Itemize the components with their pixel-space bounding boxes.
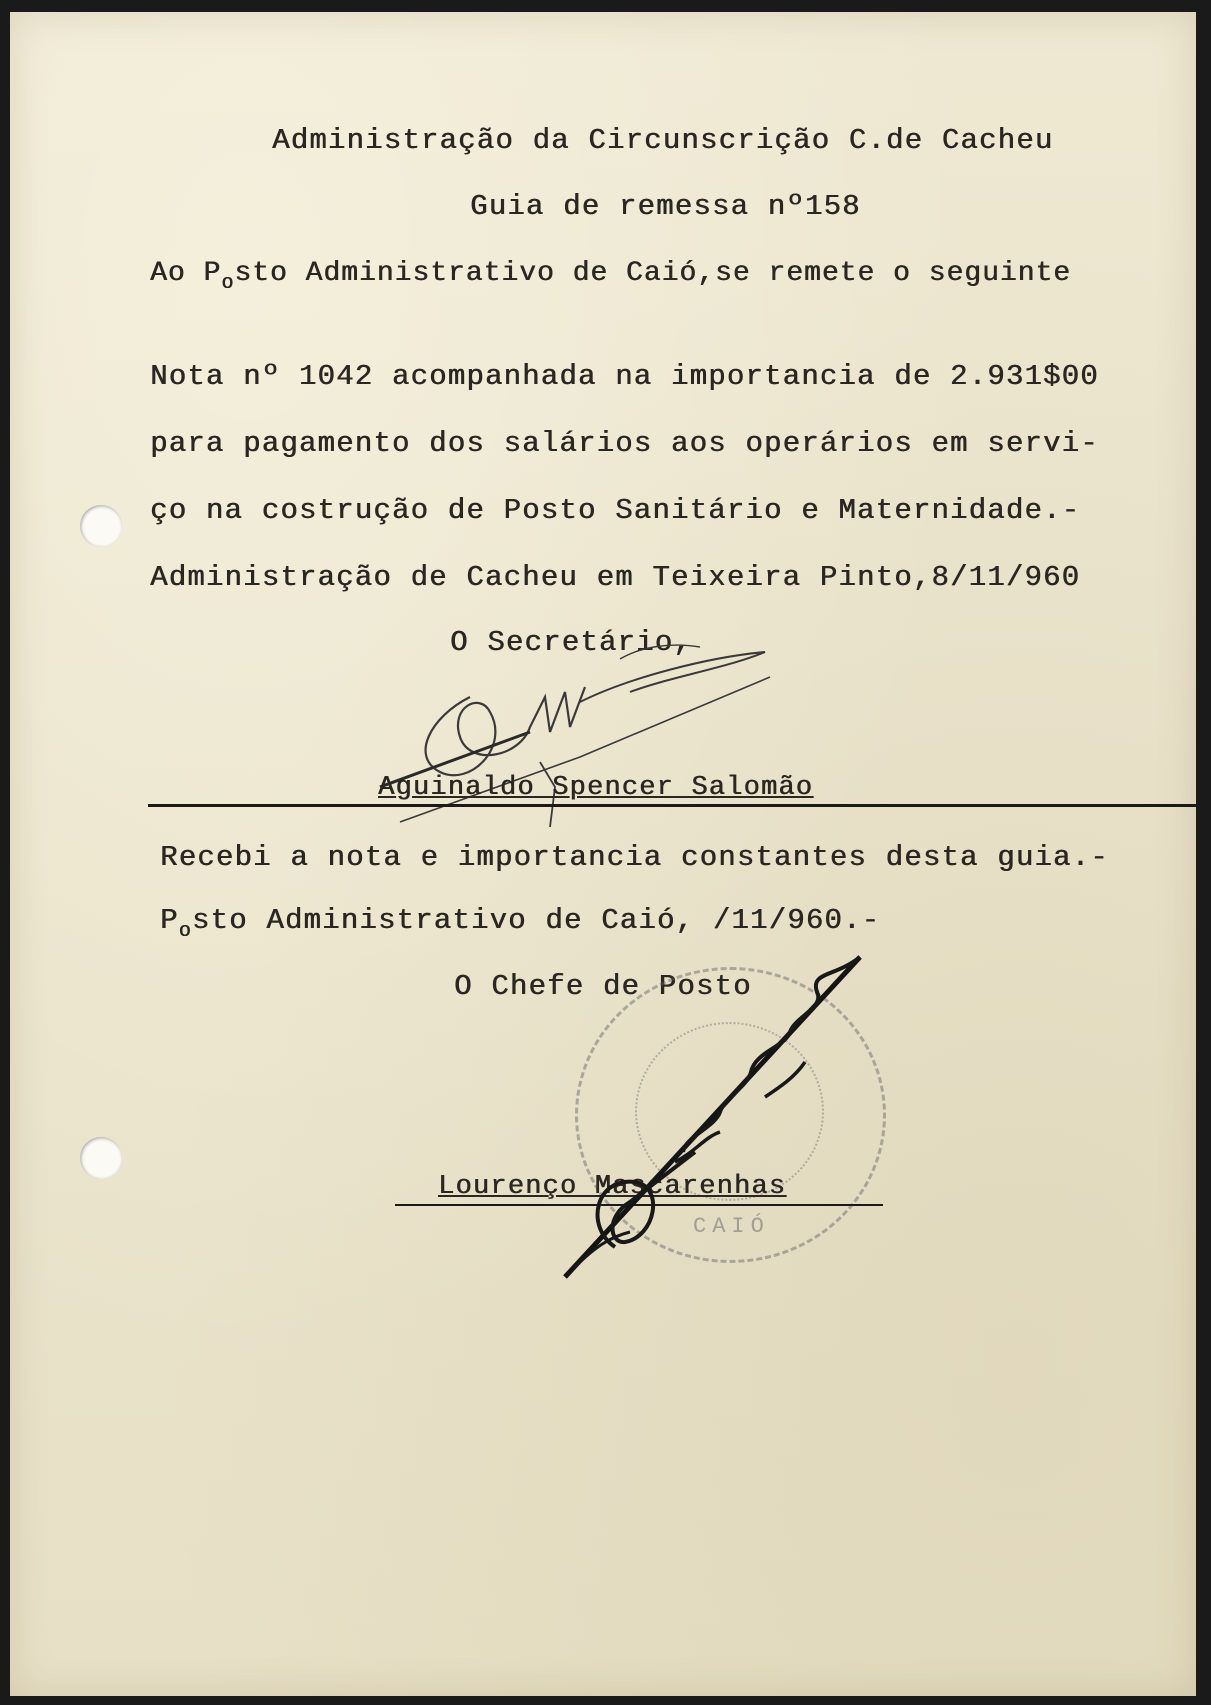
punch-hole-bottom [80,1137,122,1179]
body-line-3: ço na costrução de Posto Sanitário e Maternidade.- [150,494,1081,527]
addressee-post: sto Administrativo de Caió,se remete o seguinte [234,258,1071,289]
secretary-name: Aguinaldo Spencer Salomão [378,773,814,803]
addressee-pre: Ao P [150,258,222,289]
chief-signature [555,947,875,1287]
receipt-pre: P [160,904,179,937]
secretary-signature [370,637,790,837]
receipt-post: sto Administrativo de Caió, /11/960.- [191,904,881,937]
header-line-2: Guia de remessa nº158 [470,190,861,223]
punch-hole-top [80,505,122,547]
body-line-2: para pagamento dos salários aos operários em servi- [150,427,1099,460]
body-line-4: Administração de Cacheu em Teixeira Pinto,8/11/960 [150,561,1081,594]
chief-name: Lourenço Mascarenhas [438,1172,787,1202]
secretary-title: O Secretário, [450,626,692,659]
separator-rule [148,804,1196,807]
addressee-sub: o [221,272,235,295]
receipt-line-2 [160,904,880,943]
body-line-1: Nota nº 1042 acompanhada na importancia de 2.931$00 [150,360,1099,393]
receipt-sub: o [178,920,192,943]
chief-title: O Chefe de Posto [454,970,752,1003]
addressee-line [150,258,1071,295]
receipt-line-1: Recebi a nota e importancia constantes desta guia.- [160,841,1109,874]
document-page [10,12,1196,1696]
header-line-1: Administração da Circunscrição C.de Cacheu [272,124,1054,157]
official-stamp-text: CAIÓ [693,1214,770,1239]
